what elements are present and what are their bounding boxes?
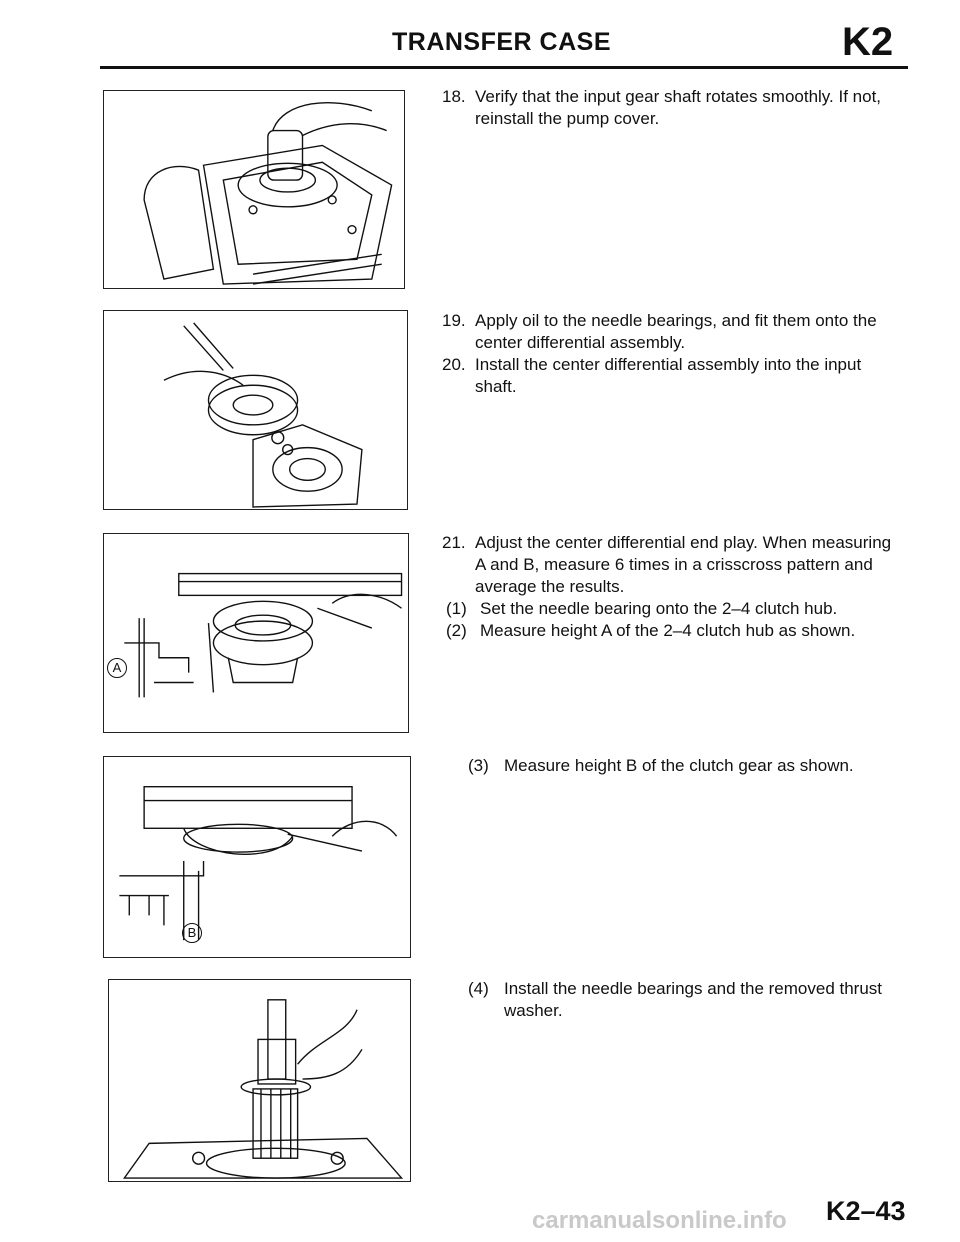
step-21-3 bbox=[468, 755, 900, 777]
substep-text: Measure height B of the clutch gear as shown. bbox=[504, 756, 854, 775]
figure-thrust-washer bbox=[108, 979, 411, 1182]
step-18 bbox=[442, 86, 900, 130]
substep-number: (3) bbox=[468, 756, 489, 775]
watermark: carmanualsonline.info bbox=[532, 1207, 787, 1234]
label-b-marker: B bbox=[182, 923, 202, 943]
figure-input-gear-shaft bbox=[103, 90, 405, 289]
step-21-4 bbox=[468, 978, 900, 1022]
page-number: K2–43 bbox=[826, 1196, 906, 1226]
figure-measure-height-b bbox=[103, 756, 411, 958]
substep-number: (2) bbox=[446, 621, 467, 640]
figure-measure-height-a bbox=[103, 533, 409, 733]
substep-number: (4) bbox=[468, 979, 489, 998]
step-number: 20. bbox=[442, 355, 466, 374]
step-text: Install the center differential assembly into the input shaft. bbox=[475, 355, 862, 396]
step-text: Adjust the center differential end play. When measuring A and B, measure 6 times in a crisscross pattern and average the results. bbox=[475, 533, 892, 596]
section-code: K2 bbox=[842, 20, 894, 64]
header-divider bbox=[100, 66, 908, 69]
substep-number: (1) bbox=[446, 599, 467, 618]
substep-text: Set the needle bearing onto the 2–4 clutch hub. bbox=[480, 599, 838, 618]
step-21 bbox=[442, 532, 900, 642]
figure-center-differential bbox=[103, 310, 408, 510]
label-a-marker: A bbox=[107, 658, 127, 678]
page-title: TRANSFER CASE bbox=[392, 28, 612, 56]
step-text: Verify that the input gear shaft rotates smoothly. If not, reinstall the pump cover. bbox=[475, 87, 882, 128]
step-number: 21. bbox=[442, 533, 466, 552]
step-number: 19. bbox=[442, 311, 466, 330]
step-number: 18. bbox=[442, 87, 466, 106]
steps-19-20 bbox=[442, 310, 900, 398]
step-text: Apply oil to the needle bearings, and fit them onto the center differential assembly. bbox=[475, 311, 877, 352]
substep-text: Measure height A of the 2–4 clutch hub as shown. bbox=[480, 621, 856, 640]
substep-text: Install the needle bearings and the removed thrust washer. bbox=[504, 979, 883, 1020]
